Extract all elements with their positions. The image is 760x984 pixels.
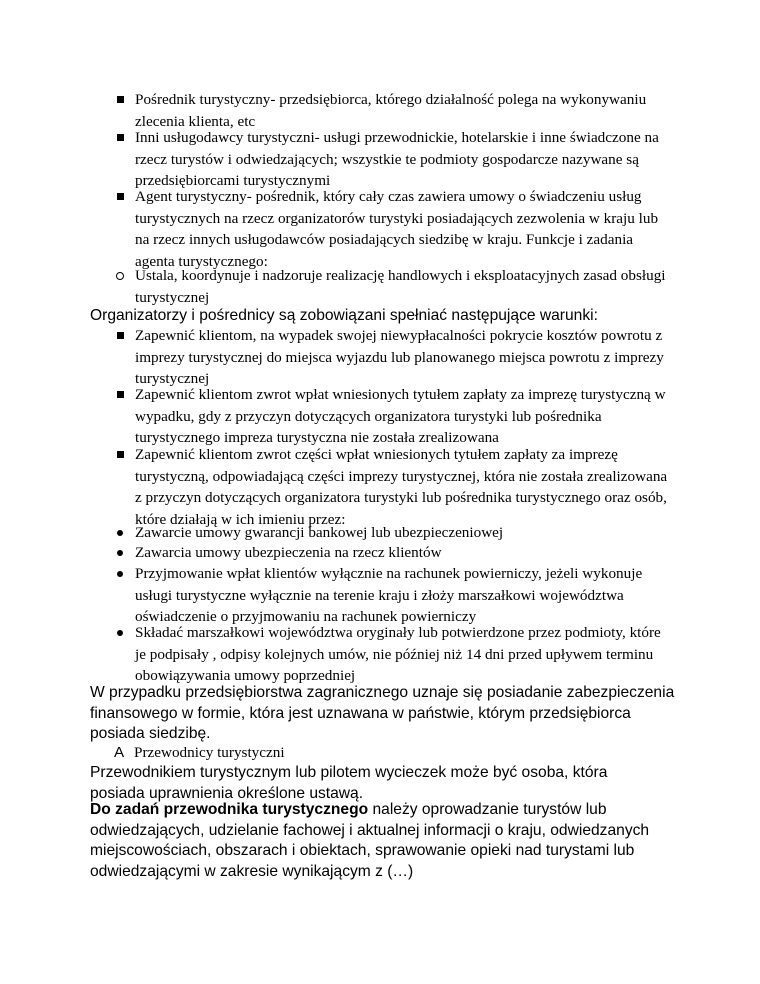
section-title: Przewodnicy turystyczni	[134, 744, 285, 761]
list-item-text: Inni usługodawcy turystyczni- usługi przewodnickie, hotelarskie i inne świadczone na rzecz turystów i odwiedzających; wszystkie te podmioty gospodarcze nazywane są przedsiębiorcami turystycznymi	[135, 129, 659, 189]
square-bullet-icon	[110, 89, 130, 111]
guide-tasks-lead: Do zadań przewodnika turystycznego	[90, 801, 369, 818]
square-bullet-icon	[110, 384, 130, 406]
foreign-enterprise-paragraph: W przypadku przedsiębiorstwa zagranicznego uznaje się posiadanie zabezpieczenia finansowego w formie, która jest uznawana w państwie, którym przedsiębiorca posiada siedzibę.	[90, 684, 675, 742]
square-bullet-icon	[110, 444, 130, 466]
list-item-text: Zawarcia umowy ubezpieczenia na rzecz klientów	[135, 544, 442, 561]
list-item-text: Przyjmowanie wpłat klientów wyłącznie na rachunek powierniczy, jeżeli wykonuje usługi turystyczne wyłącznie na terenie kraju i złoży marszałkowi województwa oświadczenie o przyjmowaniu na rachunek powierniczy	[135, 565, 643, 625]
list-item-text: Zapewnić klientom zwrot wpłat wniesionych tytułem zapłaty za imprezę turystyczną w wypadku, gdy z przyczyn dotyczących organizatora turystyki lub pośrednika turystycznego impreza turystyczna nie została zrealizowana	[135, 386, 666, 446]
list-item-text: Pośrednik turystyczny- przedsiębiorca, którego działalność polega na wykonywaniu zlecenia klienta, etc	[135, 91, 647, 130]
section-heading	[114, 742, 285, 764]
guide-definition-paragraph: Przewodnikiem turystycznym lub pilotem wycieczek może być osoba, która posiada uprawnienia określone ustawą.	[90, 764, 608, 802]
list-item-text: Zapewnić klientom, na wypadek swojej niewypłacalności pokrycie kosztów powrotu z imprezy turystycznej do miejsca wyjazdu lub planowanego miejsca powrotu z imprezy turystycznej	[135, 327, 664, 387]
disc-bullet-icon	[110, 622, 130, 644]
square-bullet-icon	[110, 186, 130, 208]
guide-tasks-paragraph	[90, 800, 650, 882]
section-letter: A	[114, 744, 125, 761]
list-item-text: Agent turystyczny- pośrednik, który cały czas zawiera umowy o świadczeniu usług turystycznych na rzecz organizatorów turystyki posiadających zezwolenia w kraju lub na rzecz innych usługodawców posiadających siedzibę w kraju. Funkcje i zadania agenta turystycznego:	[135, 188, 659, 270]
guide-tasks-text: należy oprowadzanie turystów lub odwiedzających, udzielanie fachowej i aktualnej informacji o kraju, odwiedzanych miejscowościach, obszarach i obiektach, sprawowanie opieki nad turystami lub odwiedzającymi w zakresie wynikającym z (…)	[90, 801, 650, 880]
disc-bullet-icon	[110, 563, 130, 585]
disc-bullet-icon	[110, 542, 130, 564]
conditions-paragraph: Organizatorzy i pośrednicy są zobowiązani spełniać następujące warunki:	[90, 307, 598, 324]
square-bullet-icon	[110, 325, 130, 347]
circle-bullet-icon	[110, 265, 130, 287]
list-item-text: Zapewnić klientom zwrot części wpłat wniesionych tytułem zapłaty za imprezę turystyczną, odpowiadającą części imprezy turystycznej, która nie została zrealizowana z przyczyn dotyczących organizatora turystyki lub pośrednika turystycznego oraz osób, które działają w ich imieniu przez:	[135, 446, 668, 528]
list-item-text: Składać marszałkowi województwa oryginały lub potwierdzone przez podmioty, które je podpisały , odpisy kolejnych umów, nie później niż 14 dni przed upływem terminu obowiązywania umowy poprzedniej	[135, 624, 661, 684]
disc-bullet-icon	[110, 522, 130, 544]
square-bullet-icon	[110, 127, 130, 149]
list-item-text: Ustala, koordynuje i nadzoruje realizację handlowych i eksploatacyjnych zasad obsługi turystycznej	[135, 267, 666, 306]
list-item-text: Zawarcie umowy gwarancji bankowej lub ubezpieczeniowej	[135, 524, 504, 541]
